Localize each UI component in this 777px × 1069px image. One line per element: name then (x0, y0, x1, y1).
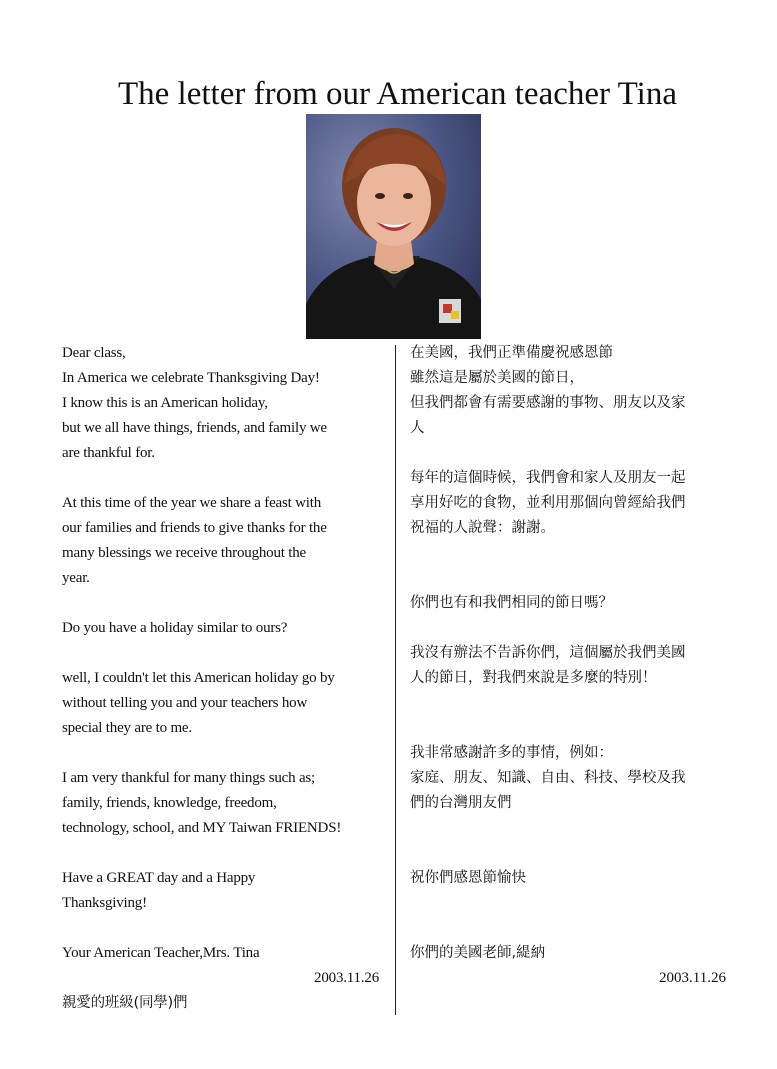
page-title: The letter from our American teacher Tina (118, 76, 677, 112)
chinese-blank-line (410, 441, 740, 466)
chinese-line: 祝你們感恩節愉快 (410, 870, 526, 886)
english-blank-line (62, 916, 387, 941)
english-date: 2003.11.26 (314, 970, 379, 986)
chinese-line: 人 (410, 420, 425, 436)
column-divider (395, 345, 396, 1015)
teacher-portrait-photo (306, 114, 481, 339)
chinese-line: 人的節日，對我們來說是多麼的特別！ (410, 670, 657, 686)
english-line: family, friends, knowledge, freedom, (62, 795, 277, 811)
english-line: well, I couldn't let this American holiday go by (62, 670, 335, 686)
chinese-letter (410, 341, 740, 991)
english-blank-line (62, 741, 387, 766)
chinese-line: 雖然這是屬於美國的節日， (410, 370, 584, 386)
english-line: without telling you and your teachers how (62, 695, 308, 711)
english-line: Dear class, (62, 345, 126, 361)
chinese-line: 家庭、朋友、知識、自由、科技、學校及我 (410, 770, 686, 786)
english-line: many blessings we receive throughout the (62, 545, 307, 561)
english-line: are thankful for. (62, 445, 155, 461)
chinese-line: 在美國，我們正準備慶祝感恩節 (410, 345, 613, 361)
chinese-line: 我沒有辦法不告訴你們，這個屬於我們美國 (410, 645, 686, 661)
english-line: I am very thankful for many things such as; (62, 770, 316, 786)
english-line: Have a GREAT day and a Happy (62, 870, 256, 886)
english-blank-line (62, 591, 387, 616)
english-blank-line (62, 466, 387, 491)
chinese-line: 每年的這個時候，我們會和家人及朋友一起 (410, 470, 686, 486)
english-line: our families and friends to give thanks for the (62, 520, 327, 536)
chinese-line: 們的台灣朋友們 (410, 795, 512, 811)
english-blank-line (62, 641, 387, 666)
chinese-line: 享用好吃的食物，並利用那個向曾經給我們 (410, 495, 686, 511)
chinese-signature: 你們的美國老師,緹納 (410, 945, 546, 961)
chinese-line: 我非常感謝許多的事情，例如： (410, 745, 613, 761)
chinese-blank-line (410, 566, 740, 591)
english-line: special they are to me. (62, 720, 192, 736)
english-line: Do you have a holiday similar to ours? (62, 620, 288, 636)
chinese-date: 2003.11.26 (659, 970, 726, 986)
chinese-blank-line (410, 816, 740, 841)
english-letter (62, 341, 387, 1016)
english-line: I know this is an American holiday, (62, 395, 268, 411)
chinese-blank-line (410, 841, 740, 866)
chinese-line: 祝福的人說聲：謝謝。 (410, 520, 555, 536)
chinese-blank-line (410, 716, 740, 741)
english-line: but we all have things, friends, and family we (62, 420, 327, 436)
chinese-blank-line (410, 691, 740, 716)
english-line: year. (62, 570, 90, 586)
english-line: Thanksgiving! (62, 895, 147, 911)
chinese-blank-line (410, 891, 740, 916)
english-line: technology, school, and MY Taiwan FRIENDS! (62, 820, 342, 836)
chinese-blank-line (410, 916, 740, 941)
chinese-line: 但我們都會有需要感謝的事物、朋友以及家 (410, 395, 686, 411)
english-line: At this time of the year we share a feast with (62, 495, 322, 511)
english-footer: 親愛的班級(同學)們 (62, 995, 188, 1011)
english-line: In America we celebrate Thanksgiving Day! (62, 370, 320, 386)
chinese-line: 你們也有和我們相同的節日嗎？ (410, 595, 613, 611)
english-signature: Your American Teacher,Mrs. Tina (62, 945, 260, 961)
chinese-blank-line (410, 541, 740, 566)
english-blank-line (62, 841, 387, 866)
chinese-blank-line (410, 616, 740, 641)
